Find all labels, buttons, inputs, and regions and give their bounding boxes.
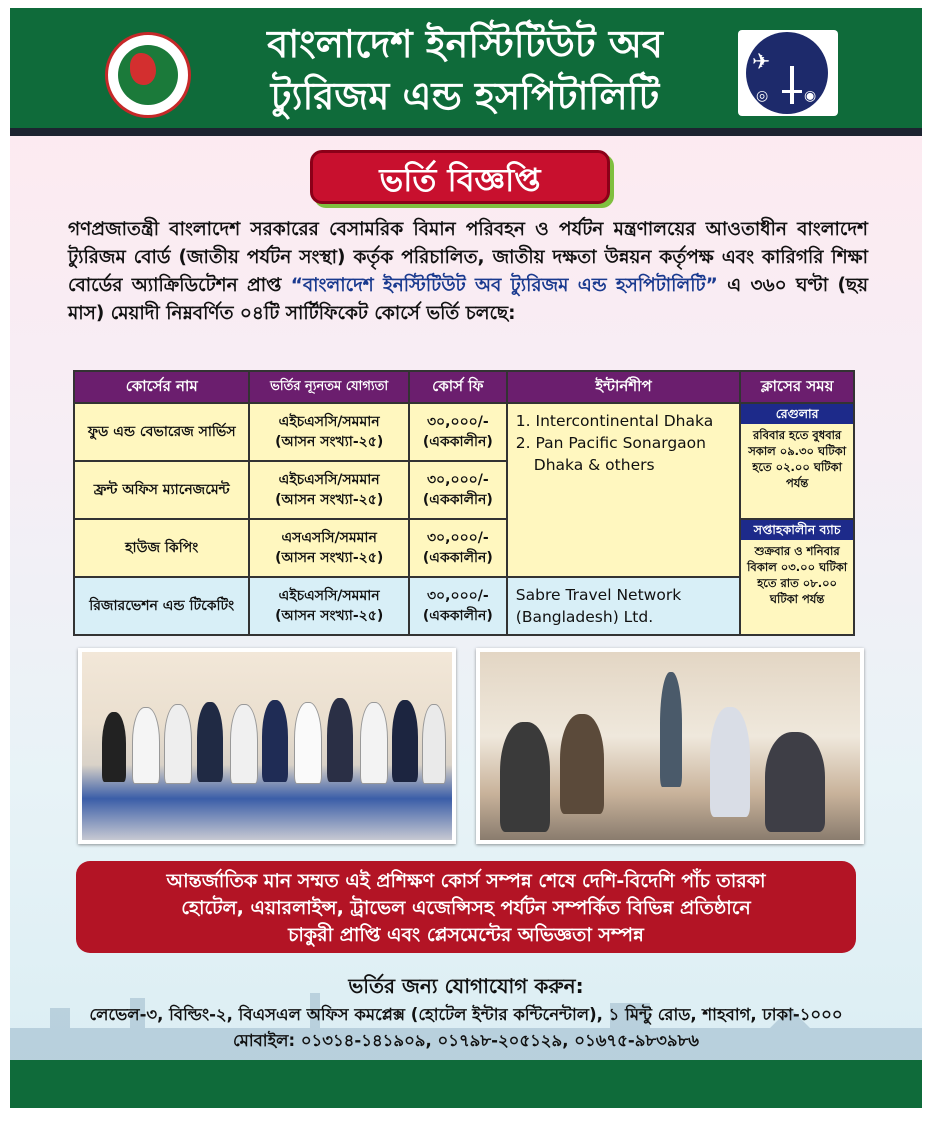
seat-count: (আসন সংখ্যা-২৫)	[275, 550, 384, 566]
fee-cell	[409, 403, 507, 461]
qualification: এইচএসসি/সমমান	[278, 588, 380, 604]
fee-cell	[409, 461, 507, 519]
col-header-course: কোর্সের নাম	[74, 371, 249, 403]
regular-schedule	[740, 403, 854, 519]
government-seal-logo	[105, 32, 191, 118]
globe-icon: ◎	[756, 88, 769, 104]
intro-text-2: এ ৩৬০ ঘণ্টা (ছয় মাস) মেয়াদী নিম্নবর্ণিত ০৪টি সার্টিফিকেট কোর্সে ভর্তি চলছে:	[68, 275, 869, 324]
col-header-class-time: ক্লাসের সময়	[740, 371, 854, 403]
classroom-photo	[476, 648, 864, 844]
col-header-qualification: ভর্তির ন্যূনতম যোগ্যতা	[249, 371, 408, 403]
qualification: এসএসসি/সমমান	[281, 530, 377, 546]
fee-note: (এককালীন)	[422, 608, 493, 624]
institute-title	[200, 18, 730, 122]
fee: ৩০,০০০/-	[426, 530, 489, 546]
internship-item-1: 1. Intercontinental Dhaka	[515, 412, 714, 430]
admission-notice-badge: ভর্তি বিজ্ঞপ্তি	[310, 150, 610, 204]
admission-notice-page	[10, 8, 922, 1108]
internship-item-2b: Dhaka & others	[533, 456, 655, 474]
banner-line-3: চাকুরী প্রাপ্তি এবং প্লেসমেন্টের অভিজ্ঞতা সম্পন্ন	[288, 924, 644, 946]
table-header-row	[74, 371, 854, 403]
fee: ৩০,০০০/-	[426, 588, 489, 604]
fee: ৩০,০০০/-	[426, 472, 489, 488]
intro-text-1: গণপ্রজাতন্ত্রী বাংলাদেশ সরকারের বেসামরিক বিমান পরিবহন ও পর্যটন মন্ত্রণালয়ের আওতাধীন বাংলাদেশ ট্যুরিজম বোর্ড (জাতীয় পর্যটন সংস্থা) কর্তৃক পরিচালিত, জাতীয় দক্ষতা উন্নয়ন কর্তৃপক্ষ এবং কারিগরি শিক্ষা বোর্ডের অ্যাক্রিডিটেশন প্রাপ্ত	[68, 219, 868, 296]
table-row	[74, 577, 854, 635]
contact-mobile: মোবাইল: ০১৩১৪-১৪১৯০৯, ০১৭৯৮-২০৫১২৯, ০১৬৭৫-৯৮৩৯৮৬	[232, 1031, 699, 1050]
header-bar	[10, 8, 922, 136]
institute-name: “বাংলাদেশ ইনস্টিটিউট অব ট্যুরিজম এন্ড হসপিটালিটি”	[290, 275, 718, 296]
banner-line-2: হোটেল, এয়ারলাইন্স, ট্রাভেল এজেন্সিসহ পর্যটন সম্পর্কিত বিভিন্ন প্রতিষ্ঠানে	[181, 897, 751, 919]
qualification: এইচএসসি/সমমান	[278, 414, 380, 430]
qualification-cell	[249, 461, 408, 519]
group-photo	[78, 648, 456, 844]
contact-title: ভর্তির জন্য যোগাযোগ করুন:	[348, 974, 584, 998]
internship-hotels	[507, 403, 740, 577]
table-row	[74, 403, 854, 461]
fee-cell	[409, 519, 507, 577]
bith-logo	[738, 30, 838, 116]
internship-sabre: Sabre Travel Network (Bangladesh) Ltd.	[507, 577, 740, 635]
qualification-cell	[249, 519, 408, 577]
airplane-icon: ✈	[752, 50, 771, 75]
fee-note: (এককালীন)	[422, 434, 493, 450]
course-name: ফুড এন্ড বেভারেজ সার্ভিস	[74, 403, 249, 461]
internship-item-2: 2. Pan Pacific Sonargaon	[515, 434, 706, 452]
weekend-schedule	[740, 519, 854, 635]
seat-count: (আসন সংখ্যা-২৫)	[275, 434, 384, 450]
fee-note: (এককালীন)	[422, 550, 493, 566]
fee: ৩০,০০০/-	[426, 414, 489, 430]
course-name: হাউজ কিপিং	[74, 519, 249, 577]
qualification: এইচএসসি/সমমান	[278, 472, 380, 488]
col-header-internship: ইন্টার্নশীপ	[507, 371, 740, 403]
regular-label: রেগুলার	[741, 404, 853, 424]
plate-icon: ◉	[804, 88, 817, 104]
banner-line-1: আন্তর্জাতিক মান সম্মত এই প্রশিক্ষণ কোর্স সম্পন্ন শেষে দেশি-বিদেশি পাঁচ তারকা	[166, 870, 766, 892]
course-name: রিজারভেশন এন্ড টিকেটিং	[74, 577, 249, 635]
title-line-1: বাংলাদেশ ইনস্টিটিউট অব	[267, 22, 663, 66]
seat-count: (আসন সংখ্যা-২৫)	[275, 608, 384, 624]
intro-paragraph	[68, 216, 868, 328]
fee-cell	[409, 577, 507, 635]
course-name: ফ্রন্ট অফিস ম্যানেজমেন্ট	[74, 461, 249, 519]
seat-count: (আসন সংখ্যা-২৫)	[275, 492, 384, 508]
qualification-cell	[249, 403, 408, 461]
placement-banner	[76, 861, 856, 953]
col-header-fee: কোর্স ফি	[409, 371, 507, 403]
courses-table	[73, 370, 855, 636]
qualification-cell	[249, 577, 408, 635]
contact-address: লেভেল-৩, বিল্ডিং-২, বিএসএল অফিস কমপ্লেক্স (হোটেল ইন্টার কন্টিনেন্টাল), ১ মিন্টু রোড, শাহবাগ, ঢাকা-১০০০	[89, 1005, 843, 1024]
weekend-time: শুক্রবার ও শনিবার বিকাল ০৩.০০ ঘটিকা হতে রাত ০৮.০০ ঘটিকা পর্যন্ত	[747, 544, 848, 606]
title-line-2: ট্যুরিজম এন্ড হসপিটালিটি	[270, 74, 660, 118]
fee-note: (এককালীন)	[422, 492, 493, 508]
footer-bar	[10, 1060, 922, 1108]
weekend-label: সপ্তাহকালীন ব্যাচ	[741, 520, 853, 540]
regular-time: রবিবার হতে বুধবার সকাল ০৯.৩০ ঘটিকা হতে ০২.০০ ঘটিকা পর্যন্ত	[748, 428, 847, 490]
